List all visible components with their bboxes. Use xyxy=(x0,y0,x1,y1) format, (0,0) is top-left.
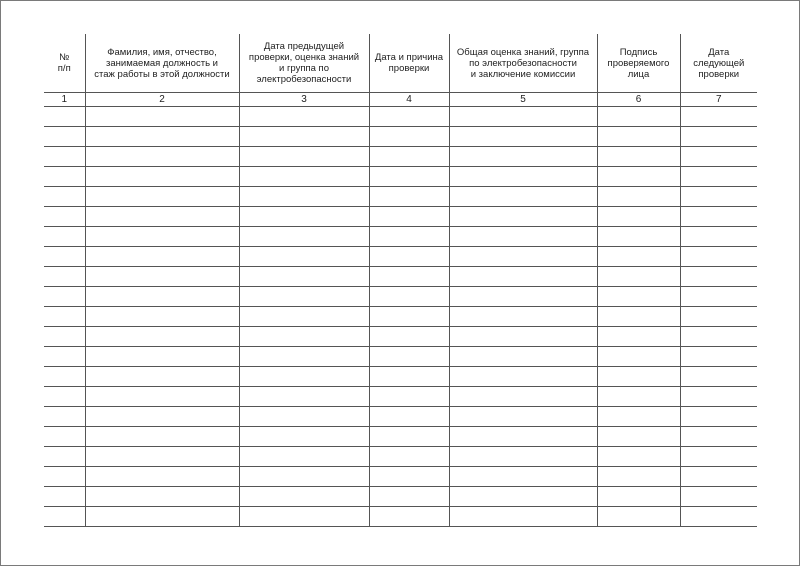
column-number: 6 xyxy=(597,93,680,107)
table-cell[interactable] xyxy=(85,247,239,267)
table-cell[interactable] xyxy=(44,447,85,467)
table-cell[interactable] xyxy=(449,407,597,427)
table-cell[interactable] xyxy=(597,187,680,207)
table-cell[interactable] xyxy=(239,367,369,387)
table-cell[interactable] xyxy=(597,447,680,467)
table-cell[interactable] xyxy=(44,367,85,387)
table-row xyxy=(44,487,757,507)
table-cell[interactable] xyxy=(85,387,239,407)
table-cell[interactable] xyxy=(44,287,85,307)
table-cell[interactable] xyxy=(44,327,85,347)
table-cell[interactable] xyxy=(597,247,680,267)
table-cell[interactable] xyxy=(44,487,85,507)
table-cell[interactable] xyxy=(44,407,85,427)
table-cell[interactable] xyxy=(85,127,239,147)
table-row xyxy=(44,427,757,447)
table-cell[interactable] xyxy=(597,347,680,367)
table-row xyxy=(44,467,757,487)
table-cell[interactable] xyxy=(680,327,757,347)
table-row xyxy=(44,347,757,367)
table-row xyxy=(44,367,757,387)
table-cell[interactable] xyxy=(449,467,597,487)
table-cell[interactable] xyxy=(369,447,449,467)
column-header-check-date-reason: Дата и причина проверки xyxy=(369,34,449,93)
table-cell[interactable] xyxy=(239,387,369,407)
table-cell[interactable] xyxy=(239,467,369,487)
table-cell[interactable] xyxy=(369,467,449,487)
table-cell[interactable] xyxy=(85,327,239,347)
table-row xyxy=(44,127,757,147)
table-cell[interactable] xyxy=(449,107,597,127)
column-header-overall-assessment: Общая оценка знаний, группа по электробезопасности и заключение комиссии xyxy=(449,34,597,93)
column-number: 2 xyxy=(85,93,239,107)
table-cell[interactable] xyxy=(239,207,369,227)
table-cell[interactable] xyxy=(239,247,369,267)
table-cell[interactable] xyxy=(449,327,597,347)
table-cell[interactable] xyxy=(44,127,85,147)
column-number: 5 xyxy=(449,93,597,107)
table-row xyxy=(44,267,757,287)
table-cell[interactable] xyxy=(239,347,369,367)
table-cell[interactable] xyxy=(597,147,680,167)
table-cell[interactable] xyxy=(680,467,757,487)
table-cell[interactable] xyxy=(44,307,85,327)
table-cell[interactable] xyxy=(680,187,757,207)
table-cell[interactable] xyxy=(680,247,757,267)
table-cell[interactable] xyxy=(449,307,597,327)
table-body xyxy=(44,107,757,527)
table-cell[interactable] xyxy=(369,407,449,427)
table-cell[interactable] xyxy=(680,127,757,147)
table-cell[interactable] xyxy=(680,167,757,187)
table-cell[interactable] xyxy=(680,267,757,287)
table-cell[interactable] xyxy=(597,227,680,247)
table-cell[interactable] xyxy=(680,107,757,127)
table-row xyxy=(44,207,757,227)
table-cell[interactable] xyxy=(597,207,680,227)
table-cell[interactable] xyxy=(369,107,449,127)
table-row xyxy=(44,287,757,307)
table-cell[interactable] xyxy=(85,287,239,307)
table-cell[interactable] xyxy=(597,367,680,387)
column-header-next-check-date: Дата следующей проверки xyxy=(680,34,757,93)
table-cell[interactable] xyxy=(239,427,369,447)
table-cell[interactable] xyxy=(449,427,597,447)
table-cell[interactable] xyxy=(597,327,680,347)
table-cell[interactable] xyxy=(369,267,449,287)
table-cell[interactable] xyxy=(680,227,757,247)
table-cell[interactable] xyxy=(369,127,449,147)
table-row xyxy=(44,407,757,427)
table-cell[interactable] xyxy=(85,347,239,367)
table-cell[interactable] xyxy=(239,167,369,187)
table-cell[interactable] xyxy=(680,447,757,467)
table-cell[interactable] xyxy=(239,487,369,507)
table-cell[interactable] xyxy=(239,187,369,207)
table-cell[interactable] xyxy=(449,487,597,507)
table-cell[interactable] xyxy=(449,167,597,187)
table-cell[interactable] xyxy=(44,267,85,287)
table-cell[interactable] xyxy=(449,447,597,467)
table-cell[interactable] xyxy=(44,147,85,167)
table-cell[interactable] xyxy=(597,507,680,527)
table-cell[interactable] xyxy=(239,107,369,127)
table-cell[interactable] xyxy=(85,227,239,247)
table-row xyxy=(44,227,757,247)
table-cell[interactable] xyxy=(680,287,757,307)
table-cell[interactable] xyxy=(369,207,449,227)
table-cell[interactable] xyxy=(239,307,369,327)
table-cell[interactable] xyxy=(449,187,597,207)
table-row xyxy=(44,107,757,127)
table-cell[interactable] xyxy=(449,227,597,247)
table-cell[interactable] xyxy=(85,367,239,387)
table-row xyxy=(44,167,757,187)
column-header-signature: Подпись проверяемого лица xyxy=(597,34,680,93)
table-row xyxy=(44,327,757,347)
column-number: 7 xyxy=(680,93,757,107)
table-cell[interactable] xyxy=(369,227,449,247)
table-cell[interactable] xyxy=(680,367,757,387)
table-cell[interactable] xyxy=(44,167,85,187)
table-cell[interactable] xyxy=(85,107,239,127)
table-cell[interactable] xyxy=(44,107,85,127)
table-cell[interactable] xyxy=(680,347,757,367)
column-number-row xyxy=(44,93,757,107)
table-cell[interactable] xyxy=(597,287,680,307)
table-cell[interactable] xyxy=(369,347,449,367)
table-cell[interactable] xyxy=(85,407,239,427)
table-cell[interactable] xyxy=(680,487,757,507)
table-cell[interactable] xyxy=(449,127,597,147)
table-cell[interactable] xyxy=(369,187,449,207)
table-row xyxy=(44,187,757,207)
table-cell[interactable] xyxy=(369,387,449,407)
table-cell[interactable] xyxy=(369,147,449,167)
table-cell[interactable] xyxy=(85,167,239,187)
table-cell[interactable] xyxy=(369,507,449,527)
table-cell[interactable] xyxy=(680,427,757,447)
table-cell[interactable] xyxy=(449,267,597,287)
table-cell[interactable] xyxy=(85,507,239,527)
table-row xyxy=(44,307,757,327)
table-cell[interactable] xyxy=(597,307,680,327)
table-cell[interactable] xyxy=(369,247,449,267)
table-cell[interactable] xyxy=(449,387,597,407)
table-cell[interactable] xyxy=(44,427,85,447)
table-cell[interactable] xyxy=(680,147,757,167)
table-cell[interactable] xyxy=(239,327,369,347)
table-cell[interactable] xyxy=(44,387,85,407)
table-cell[interactable] xyxy=(369,427,449,447)
table-cell[interactable] xyxy=(85,267,239,287)
table-cell[interactable] xyxy=(597,267,680,287)
table-cell[interactable] xyxy=(597,487,680,507)
table-cell[interactable] xyxy=(449,147,597,167)
table-cell[interactable] xyxy=(85,487,239,507)
table-cell[interactable] xyxy=(239,507,369,527)
table-cell[interactable] xyxy=(680,507,757,527)
table-cell[interactable] xyxy=(44,467,85,487)
table-cell[interactable] xyxy=(239,127,369,147)
table-cell[interactable] xyxy=(369,367,449,387)
table-cell[interactable] xyxy=(239,267,369,287)
table-cell[interactable] xyxy=(449,207,597,227)
table-cell[interactable] xyxy=(449,247,597,267)
table-cell[interactable] xyxy=(597,387,680,407)
column-header-number: № п/п xyxy=(44,34,85,93)
table-cell[interactable] xyxy=(85,467,239,487)
table-cell[interactable] xyxy=(597,167,680,187)
table-row xyxy=(44,387,757,407)
table-cell[interactable] xyxy=(449,347,597,367)
table-row xyxy=(44,247,757,267)
table-cell[interactable] xyxy=(680,387,757,407)
table-cell[interactable] xyxy=(85,307,239,327)
table-cell[interactable] xyxy=(369,307,449,327)
table-cell[interactable] xyxy=(239,447,369,467)
table-cell[interactable] xyxy=(44,247,85,267)
table-cell[interactable] xyxy=(680,407,757,427)
table-cell[interactable] xyxy=(597,407,680,427)
table-cell[interactable] xyxy=(369,487,449,507)
table-cell[interactable] xyxy=(680,307,757,327)
table-cell[interactable] xyxy=(44,507,85,527)
table-cell[interactable] xyxy=(449,367,597,387)
table-cell[interactable] xyxy=(85,147,239,167)
table-row xyxy=(44,507,757,527)
column-number: 3 xyxy=(239,93,369,107)
table-cell[interactable] xyxy=(597,107,680,127)
column-header-full-name: Фамилия, имя, отчество, занимаемая должность и стаж работы в этой должности xyxy=(85,34,239,93)
table-cell[interactable] xyxy=(44,347,85,367)
table-cell[interactable] xyxy=(44,227,85,247)
column-number: 1 xyxy=(44,93,85,107)
table-cell[interactable] xyxy=(239,407,369,427)
table-cell[interactable] xyxy=(85,427,239,447)
header-row xyxy=(44,34,757,93)
table-cell[interactable] xyxy=(369,327,449,347)
table-cell[interactable] xyxy=(449,287,597,307)
table-cell[interactable] xyxy=(85,207,239,227)
table-cell[interactable] xyxy=(597,427,680,447)
table-cell[interactable] xyxy=(369,167,449,187)
column-header-previous-check: Дата предыдущей проверки, оценка знаний и группа по электробезопасности xyxy=(239,34,369,93)
table-cell[interactable] xyxy=(449,507,597,527)
table-cell[interactable] xyxy=(44,207,85,227)
table-cell[interactable] xyxy=(85,447,239,467)
table-cell[interactable] xyxy=(597,467,680,487)
knowledge-check-table xyxy=(44,34,757,527)
table-cell[interactable] xyxy=(597,127,680,147)
column-number: 4 xyxy=(369,93,449,107)
table-cell[interactable] xyxy=(239,147,369,167)
table-row xyxy=(44,447,757,467)
table-cell[interactable] xyxy=(369,287,449,307)
table-cell[interactable] xyxy=(239,287,369,307)
table-cell[interactable] xyxy=(85,187,239,207)
table-cell[interactable] xyxy=(239,227,369,247)
table-cell[interactable] xyxy=(680,207,757,227)
table-row xyxy=(44,147,757,167)
table-cell[interactable] xyxy=(44,187,85,207)
